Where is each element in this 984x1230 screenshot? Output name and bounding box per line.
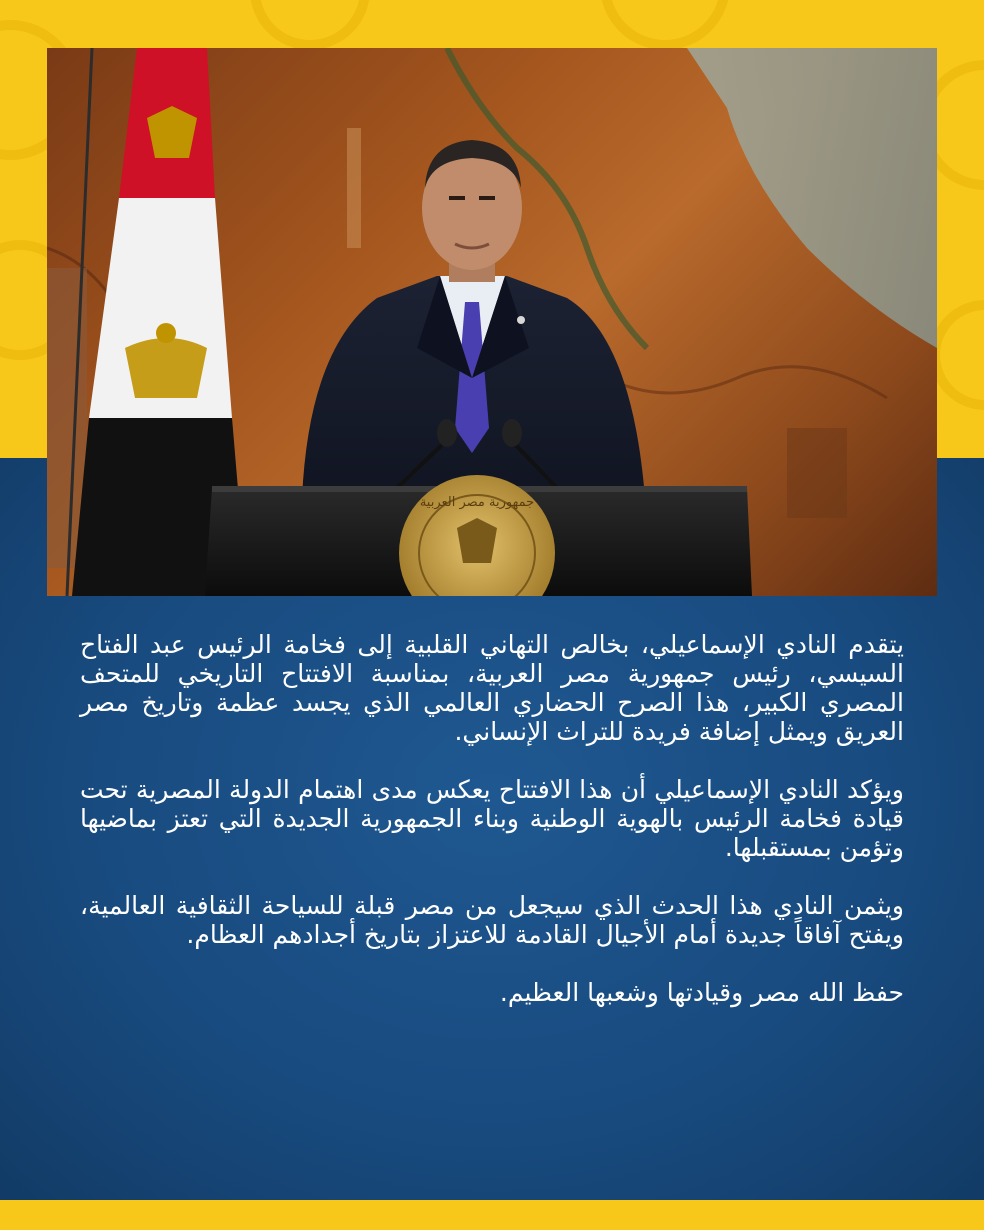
paragraph-3: ويثمن النادي هذا الحدث الذي سيجعل من مصر قبلة للسياحة الثقافية العالمية، ويفتح آفاقاً جديدة أمام الأجيال القادمة للاعتزاز بتاريخ أجدادهم العظام. (80, 891, 904, 949)
paragraph-2: ويؤكد النادي الإسماعيلي أن هذا الافتتاح يعكس مدى اهتمام الدولة المصرية تحت قيادة فخامة الرئيس بالهوية الوطنية وبناء الجمهورية الجديدة التي تعتز بماضيها وتؤمن بمستقبلها. (80, 775, 904, 862)
statement-text (80, 630, 904, 1007)
map-sea-region (687, 48, 937, 348)
photo-illustration (47, 48, 937, 596)
lapel-pin (517, 316, 525, 324)
paragraph-4: حفظ الله مصر وقيادتها وشعبها العظيم. (499, 978, 904, 1007)
president-photo (47, 48, 937, 596)
paragraph-1: يتقدم النادي الإسماعيلي، بخالص التهاني القلبية إلى فخامة الرئيس عبد الفتاح السيسي، رئيس جمهورية مصر العربية، بمناسبة الافتتاح التاريخي للمتحف المصري الكبير، هذا الصرح الحضاري العالمي الذي يجسد عظمة وتاريخ مصر العريق ويمثل إضافة فريدة للتراث الإنساني. (80, 630, 904, 746)
bottom-yellow-strip (0, 1200, 984, 1230)
podium (205, 475, 752, 596)
obelisk-drawing (347, 128, 361, 248)
seal-text: جمهورية مصر العربية (419, 495, 535, 510)
